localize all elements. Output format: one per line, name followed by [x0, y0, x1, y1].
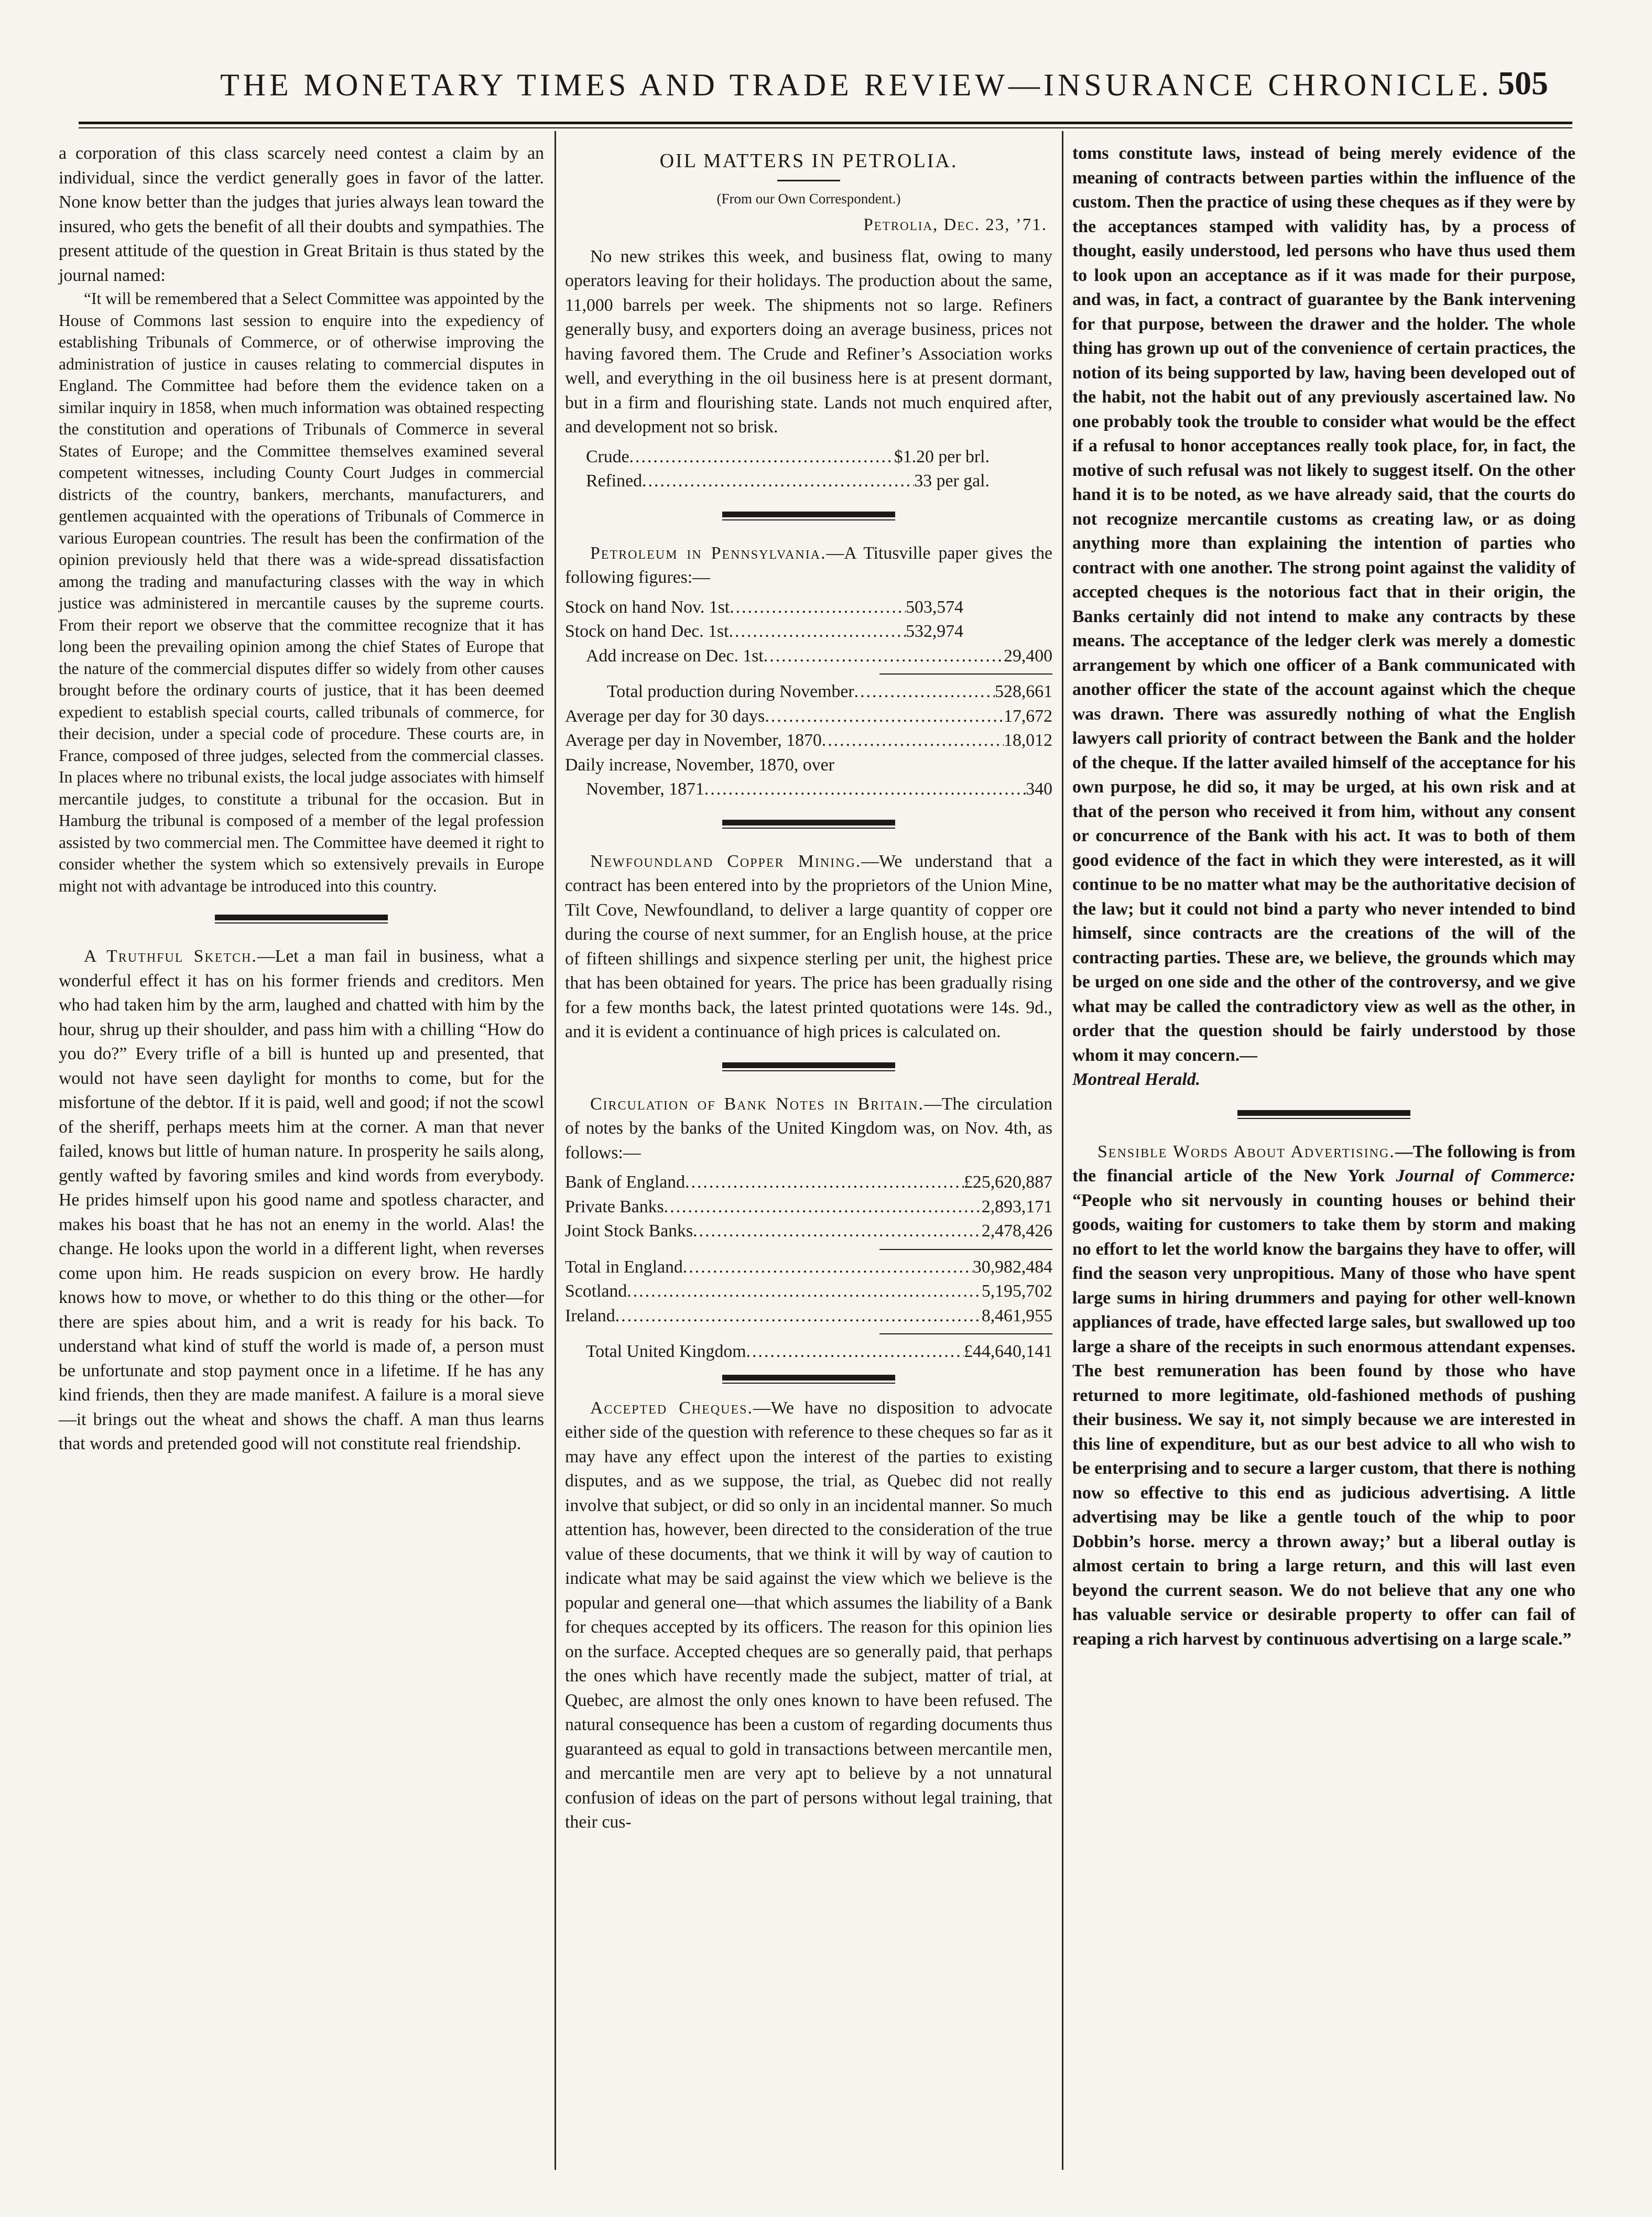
table-rule: [879, 1333, 1052, 1334]
section-separator: [722, 512, 895, 520]
table-row: Total in England ..... 30,982,484: [565, 1255, 1052, 1280]
section-separator: [1237, 1110, 1410, 1119]
table-row: Ireland ..... 8,461,955: [565, 1304, 1052, 1329]
oil-matters-body: No new strikes this week, and business flat, owing to many operators leaving for their holidays. The production about the same, 11,000 barrels per week. The shipments not so large. Refiners generally busy, and exporters doing an average business, prices not having favored them. The Crude and Refiner’s Association works well, and everything in the oil business here is at present dormant, but in a firm and flourishing state. Lands not much enquired after, and development not so brisk.: [565, 246, 1052, 437]
oil-matters-byline: (From our Own Correspondent.): [716, 190, 901, 207]
article-source: Montreal Herald.: [1072, 1070, 1201, 1089]
advertising-article: Sensible Words About Advertising.—The following is from the financial article of the New York Journal of Commerce: “People who sit nervously in counting houses or behind their goods, waiting for customers to take them by storm and making no effort to let the world know the bargains they have to offer, will find the season very unpropitious. Many of those who have spent large sums in hiring drummers and paying for other well-known appliances of trade, have effected large sales, but swallowed up too large a share of the receipts in such enormous attendant expenses. The best remuneration has been found by those who have returned to more legitimate, old-fashioned methods of pushing their business. We say it, not simply because we are interested in this line of expenditure, but as our best advice to all who wish to be enterprising and to secure a larger custom, that there is nothing now so effective to this end as judicious advertising. A little advertising may be like a gentle touch of the whip to poor Dobbin’s horse. mercy a thrown away;’ but a liberal outlay is almost certain to bring a large return, and this will last even beyond the current season. We do not believe that any one who has valuable service or desirable property to offer can fail of reaping a rich harvest by continuous advertising on a large scale.”: [1072, 1142, 1576, 1649]
header-rule: [79, 122, 1572, 124]
running-head: THE MONETARY TIMES AND TRADE REVIEW—INSURANCE CHRONICLE.: [220, 68, 1493, 102]
accepted-cheques-continued: toms constitute laws, instead of being merely evidence of the meaning of contracts between parties within the influence of the custom. Then the practice of using these cheques as if they were by the acceptances stamped with validity has, by a process of thought, easily understood, led persons who have thus used them to look upon an acceptance as if it was made for their purpose, and was, in fact, a contract of guarantee by the Bank intervening for that purpose, between the drawer and the holder. The whole thing has grown up out of the convenience of certain practices, the notion of its being supported by law, having been developed out of the habit, not the habit out of any previously ascertained law. No one probably took the trouble to consider what would be the effect if a refusal to honor acceptances really took place, for, in fact, the motive of such refusal was not likely to suggest itself. On the other hand it is to be noted, as we have already said, that the courts do not recognize mercantile customs as creating law, or as doing anything more than explaining the intention of parties who contract with one another. The strong point against the validity of accepted cheques is the notorious fact that in their origin, the Banks certainly did not intend to make any contracts by these means. The acceptance of the ledger clerk was merely a domestic arrangement by which one officer of a Bank communicated with another officer the state of the account against which the cheque was drawn. There was assuredly nothing of what the English lawyers call priority of contract between the Bank and the holder of the cheque. If the latter availed himself of the acceptance for his own purpose, he did so, it may be urged, at his own risk and at that of the person who received it from him, without any consent or concurrence of the Bank with his act. It was to both of them good evidence of the fact in which they were interested, as it will continue to be no matter what may be the authoritative decision of the law; but it could not bind a party who never intended to bind himself, since contracts are the creations of the will of the contracting parties. These are, we believe, the grounds which may be urged on one side and the other of the controversy, and we give what may be called the contradictory view as well as the other, in order that the question should be fairly understood by those whom it may concern.—: [1072, 144, 1575, 1065]
page-number: 505: [1498, 64, 1548, 102]
table-row: Add increase on Dec. 1st ..... 29,400: [565, 644, 1052, 669]
section-separator: [722, 1062, 895, 1071]
table-row: Private Banks ..... 2,893,171: [565, 1195, 1052, 1220]
section-separator: [722, 1375, 895, 1384]
bank-notes-intro: Circulation of Bank Notes in Britain.—The circulation of notes by the banks of the United Kingdom was, on Nov. 4th, as follows:—: [565, 1094, 1052, 1162]
pennsylvania-heading: Petroleum in Pennsylvania.: [590, 543, 827, 563]
pennsylvania-table: [565, 595, 1052, 802]
section-separator: [215, 915, 388, 923]
newfoundland-article: Newfoundland Copper Mining.—We understand that a contract has been entered into by the proprietors of the Union Mine, Tilt Cove, Newfoundland, to deliver a large quantity of copper ore during the course of next summer, for an English house, at the price of fifteen shillings and sixpence sterling per unit, the highest price that has been obtained for years. The price has been gradually rising for a few months back, the latest printed quotations were 14s. 9d., and it is evident a continuance of high prices is calculated on.: [565, 851, 1052, 1041]
table-row: Average per day for 30 days ..... 17,672: [565, 704, 1052, 729]
advertising-heading: Sensible Words About Advertising.: [1097, 1142, 1395, 1161]
truthful-sketch-body: —Let a man fail in business, what a wonderful effect it has on his former friends and creditors. Men who had taken him by the arm, laughed and chatted with him by the hour, shrug up their shoulder, and pass him with a chilling “How do you do?” Every trifle of a bill is hunted up and presented, that would not have seen daylight for months to come, but for the misfortune of the debtor. If it is paid, well and good; if not the scowl of the sheriff, perhaps meets him at the corner. A man that never failed, knows but little of human nature. In prosperity he sails along, gently wafted by favoring smiles and kind words from everybody. He prides himself upon his good name and spotless character, and makes his boast that he has not an enemy in the world. Alas! the change. He looks upon the world in a different light, when reverses come upon him. He reads suspicion on every brow. He hardly knows how to move, or whether to do this thing or the other—for there are spies about him, and a writ is ready for his back. To understand what kind of stuff the world is made of, a person must be unfortunate and stop payment once in a lifetime. If he has any kind friends, then they are made manifest. A failure is a moral sieve—it brings out the wheat and shows the chaff. A man thus learns that words and pretended good will not constitute real friendship.: [59, 947, 544, 1453]
truthful-sketch-article: [59, 944, 544, 1457]
table-row: Daily increase, November, 1870, over: [565, 755, 834, 775]
column-divider-left: [555, 131, 556, 2170]
accepted-cheques-article: Accepted Cheques.—We have no disposition to advocate either side of the question with reference to these cheques so far as it may have any effect upon the interest of the parties to existing disputes, and as we suppose, the trial, as Quebec did not really involve that subject, or did so only in an incidental manner. So much attention has, however, been directed to the consideration of the true value of these documents, that we think it will by way of caution to indicate what may be said against the view which we believe is the popular and general one—that which assumes the liability of a Bank for cheques accepted by its officers. The reason for this opinion lies on the surface. Accepted cheques are so generally paid, that perhaps the ones which have recently made the subject, matter of trial, at Quebec, are almost the only ones known to have been refused. The natural consequence has been a custom of regarding documents thus guaranteed as equal to gold in transactions between mercantile men, and mercantile men are very apt to believe by a not unnatural confusion of ideas on the part of persons without legal training, that their cus-: [565, 1398, 1053, 1832]
column-3: [1072, 142, 1575, 1651]
column-2: [565, 142, 1052, 1835]
newfoundland-heading: Newfoundland Copper Mining.: [590, 851, 862, 871]
journal-name: Journal of Commerce:: [1396, 1166, 1575, 1186]
pennsylvania-intro: Petroleum in Pennsylvania.—A Titusville paper gives the following figures:—: [565, 543, 1052, 587]
tribunals-quoted-paragraph: “It will be remembered that a Select Committee was appointed by the House of Commons last session to enquire into the expediency of establishing Tribunals of Commerce, or of otherwise improving the administration of justice in causes relating to commercial disputes in England. The Committee had before them the evidence taken on a similar inquiry in 1858, when much information was obtained respecting the constitution and operations of Tribunals of Commerce in several States of Europe; and the Committee themselves examined several competent witnesses, including County Court Judges in commercial districts of the country, bankers, merchants, manufacturers, and gentlemen acquainted with the operations of Tribunals of Commerce in various European countries. The result has been the confirmation of the opinion previously held that there was a wide-spread dissatisfaction among the trading and manufacturing classes with the way in which justice was administered in mercantile causes by the supreme courts. From their report we observe that the committee recognize that it has long been the prevailing opinion among the chief States of Europe that the nature of the commercial disputes differ so widely from other causes brought before the ordinary courts of justice, that it has been deemed expedient to establish special courts, called tribunals of commerce, for their decision, under a special code of procedure. These courts are, in France, composed of three judges, selected from the commercial classes. In places where no tribunal exists, the local judge associates with himself mercantile judges, to constitute a tribunal for the occasion. But in Hamburg the tribunal is composed of a member of the legal profession assisted by two commercial men. The Committee have deemed it right to consider whether the system which so extensively prevails in Europe might not with advantage be introduced into this country.: [59, 289, 544, 895]
table-rule: [879, 673, 1052, 675]
table-row: Stock on hand Dec. 1st ..... 532,974: [565, 620, 1052, 644]
bank-notes-table: [565, 1170, 1052, 1364]
column-divider-right: [1062, 131, 1063, 2170]
oil-matters-title: OIL MATTERS IN PETROLIA.: [659, 150, 958, 172]
price-row: Crude ..... $1.20 per brl.: [586, 445, 990, 470]
oil-matters-dateline: Petrolia, Dec. 23, ’71.: [863, 215, 1047, 234]
table-row: Bank of England ..... £25,620,887: [565, 1170, 1052, 1195]
table-row: Stock on hand Nov. 1st ..... 503,574: [565, 595, 1052, 620]
table-row: Average per day in November, 1870 ..... 18,012: [565, 729, 1052, 753]
bank-notes-heading: Circulation of Bank Notes in Britain.: [590, 1094, 924, 1114]
table-rule: [879, 1249, 1052, 1250]
title-rule: [777, 180, 840, 181]
oil-price-table: [565, 445, 1052, 494]
header-rule-thin: [79, 127, 1572, 128]
section-separator: [722, 820, 895, 829]
table-total-row: Total United Kingdom ..... £44,640,141: [565, 1340, 1052, 1364]
accepted-cheques-heading: Accepted Cheques.: [590, 1398, 753, 1418]
table-row: November, 1871 ..... 340: [565, 777, 1052, 802]
column-1: [59, 142, 544, 1457]
table-row: Joint Stock Banks ..... 2,478,426: [565, 1219, 1052, 1244]
truthful-sketch-heading: A Truthful Sketch.: [84, 947, 257, 966]
price-row: Refined ..... 33 per gal.: [586, 469, 990, 494]
table-row: Scotland ..... 5,195,702: [565, 1279, 1052, 1304]
table-total-row: Total production during November ..... 528,661: [565, 680, 1052, 704]
tribunals-intro-paragraph: a corporation of this class scarcely need contest a claim by an individual, since the verdict generally goes in favor of the latter. None know better than the judges that juries always lean toward the insured, who gets the benefit of all their doubts and sympathies. The present attitude of the question in Great Britain is thus stated by the journal named:: [59, 144, 544, 285]
